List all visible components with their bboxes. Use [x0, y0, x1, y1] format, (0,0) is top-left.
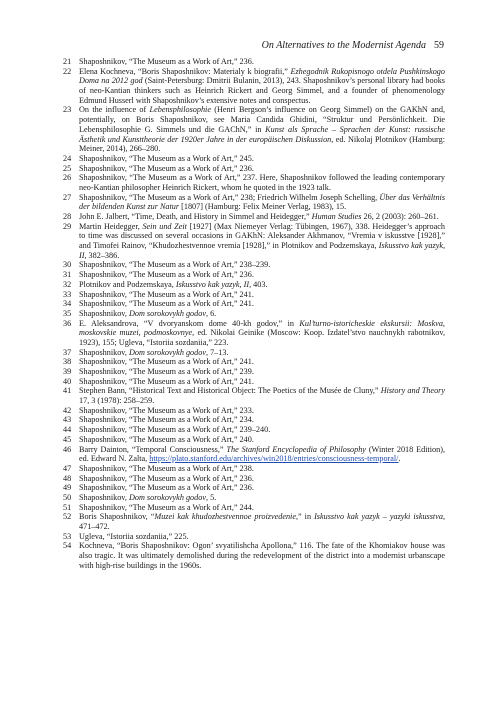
endnote-number: 32: [63, 279, 72, 289]
note-text-run: Shaposhnikov,: [79, 308, 129, 318]
note-text-run: Shaposhnikov,: [79, 492, 129, 502]
endnote-29: [63, 222, 445, 261]
note-text-run: Shaposhnikov, “The Museum as a Work of Art,” 244.: [79, 502, 254, 512]
endnote-33: [63, 290, 445, 300]
endnote-21: [63, 57, 445, 67]
note-text-run: , 5.: [205, 492, 217, 502]
endnote-number: 38: [63, 357, 72, 367]
italic-title: Über das Verhältnis der bildenden Kunst zur Natur: [79, 192, 446, 212]
note-text-run: Shaposhnikov, “The Museum as a Work of Art,” 236.: [79, 163, 254, 173]
running-head: [262, 40, 444, 52]
endnote-47: [63, 464, 445, 474]
endnote-45: [63, 435, 445, 445]
endnote-52: [63, 512, 445, 531]
note-text-run: , ed. Nikolai Geinike (Moscow: Koop. Izdatel’stvo nauchnykh rabotnikov, 1923), 155; Ugleva, “Istoriia sozdaniia,” 223.: [79, 328, 445, 347]
endnote-54: [63, 541, 445, 570]
endnote-43: [63, 415, 445, 425]
endnote-24: [63, 154, 445, 164]
note-text-run: Shaposhnikov, “The Museum as a Work of Art,” 237. Here, Shaposhnikov followed the leading contemporary neo-Kantian philosopher Heinrich Rickert, whom he quoted in the 1923 talk.: [79, 173, 445, 192]
note-text-run: ,” in: [295, 512, 315, 522]
italic-title: Dom sorokovykh godov: [128, 492, 206, 502]
endnote-text: [79, 290, 445, 300]
endnote-text: [79, 532, 445, 542]
endnote-text: [79, 164, 445, 174]
note-text-run: Shaposhnikov, “The Museum as a Work of Art,” 236.: [79, 473, 254, 483]
note-text-run: (Henri Bergson’s influence on Georg Simmel) on the GAKhN and, potentially, on Boris Shaposhnikov, see Maria Candida Ghidini, “Struktur und Persönlichkeit. Die Lebensphilosophie G. Simmels und die GAChN,” in: [79, 105, 445, 134]
endnote-number: 45: [63, 434, 72, 444]
note-text-run: [1927] (Max Niemeyer Verlag: Tübingen, 1967), 338. Heidegger’s approach to time was discussed on several occasions in GAKhN: Aleksander Akhmanov, “Vremia v iskusstve [1928],” and Timofei Rainov, “Khudozhestvennoe vremia [1928],” in Plotnikov and Podzemskaya,: [79, 221, 445, 251]
note-text-run: 17, 3 (1978): 258–259.: [79, 396, 155, 406]
endnotes-list: [63, 57, 445, 570]
italic-title: Lebensphilosophie: [149, 105, 211, 115]
endnote-number: 31: [63, 270, 72, 280]
endnote-53: [63, 532, 445, 542]
italic-title: The Stanford Encyclopedia of Philosophy: [226, 444, 366, 454]
endnote-number: 24: [63, 153, 72, 163]
endnote-34: [63, 299, 445, 309]
note-text-run: Shaposhnikov, “The Museum as a Work of Art,” 241.: [79, 289, 254, 299]
note-text-run: , 7–13.: [205, 347, 229, 357]
note-text-run: Boris Shaposhnikov, “: [79, 512, 155, 522]
endnote-text: [79, 260, 445, 270]
endnote-number: 28: [63, 212, 72, 221]
page-number: 59: [434, 40, 444, 51]
endnote-39: [63, 367, 445, 377]
italic-title: Dom sorokovykh godov: [128, 308, 206, 318]
italic-title: Iskusstvo kak yazyk, II: [175, 279, 250, 289]
endnote-text: [79, 67, 445, 106]
note-text-run: Shaposhnikov, “The Museum as a Work of Art,” 238–239.: [79, 260, 271, 270]
note-text-run: E. Aleksandrova, “V dvoryanskom dome 40-kh godov,” in: [79, 318, 300, 328]
endnote-number: 30: [63, 260, 72, 270]
note-text-run: Shaposhnikov, “The Museum as a Work of Art,” 238.: [79, 463, 254, 473]
note-text-run: .: [398, 454, 401, 464]
italic-title: Iskusstvo kak yazyk – yazyki iskusstva: [314, 512, 443, 522]
endnote-41: [63, 386, 445, 405]
endnote-text: [79, 474, 445, 484]
endnote-text: [79, 270, 445, 280]
endnote-text: [79, 154, 445, 164]
endnote-37: [63, 348, 445, 358]
note-text-run: , 403.: [249, 279, 268, 289]
endnote-number: 51: [63, 502, 72, 512]
italic-title: Ezhegodnik Rukopisnogo otdela Pushkinskogo Doma na 2012 god: [79, 66, 445, 86]
endnote-32: [63, 280, 445, 290]
endnote-text: [79, 503, 445, 513]
endnote-text: [79, 415, 445, 425]
note-text-run: Martin Heidegger,: [79, 221, 143, 231]
endnote-23: [63, 105, 445, 153]
note-text-run: Shaposhnikov, “The Museum as a Work of Art,” 241.: [79, 357, 254, 367]
endnote-number: 23: [63, 105, 72, 115]
endnote-text: [79, 212, 445, 222]
endnote-number: 29: [63, 221, 72, 231]
note-text-run: Ugleva, “Istoriia sozdaniia,” 225.: [79, 531, 189, 541]
italic-title: Sein und Zeit: [142, 221, 187, 231]
note-text-run: Shaposhnikov, “The Museum as a Work of Art,” 239–240.: [79, 425, 271, 435]
endnote-text: [79, 367, 445, 377]
endnote-number: 35: [63, 308, 72, 318]
note-text-run: , 382–386.: [84, 250, 120, 260]
endnote-number: 50: [63, 492, 72, 502]
endnote-text: [79, 464, 445, 474]
endnote-number: 49: [63, 483, 72, 493]
endnote-number: 39: [63, 367, 72, 376]
note-text-run: Elena Kochneva, “Boris Shaposhnikov: Materialy k biografii,”: [79, 66, 291, 76]
endnote-42: [63, 406, 445, 416]
note-text-run: Shaposhnikov, “The Museum as a Work of Art,” 236.: [79, 270, 254, 280]
note-text-run: On the influence of: [79, 105, 150, 115]
note-text-run: (Saint-Petersburg: Dmitrii Bulanin, 2013), 243. Shaposhnikov’s personal library had books of neo-Kantian thinkers such as Heinrich Rickert and Georg Simmel, and a founder of phenomenology Edmund Husserl with Shaposhnikov’s extensive notes and conspectus.: [79, 76, 445, 105]
endnote-22: [63, 67, 445, 106]
endnote-text: [79, 222, 445, 261]
endnote-text: [79, 483, 445, 493]
note-text-run: 26, 2 (2003): 260–261.: [361, 212, 439, 221]
note-text-run: Shaposhnikov, “The Museum as a Work of Art,” 233.: [79, 405, 254, 415]
endnote-28: [63, 212, 445, 222]
italic-title: Kul’turno-istoricheskie ekskursii: Moskva, moskovskie muzei, podmoskovnye: [79, 318, 445, 338]
endnote-26: [63, 173, 445, 192]
endnote-number: 43: [63, 415, 72, 425]
endnote-text: [79, 319, 445, 348]
endnote-number: 36: [63, 318, 72, 328]
endnote-text: [79, 280, 445, 290]
note-text-run: Shaposhnikov, “The Museum as a Work of Art,” 239.: [79, 367, 254, 376]
endnote-50: [63, 493, 445, 503]
endnote-text: [79, 435, 445, 445]
endnote-number: 33: [63, 289, 72, 299]
endnote-number: 22: [63, 66, 72, 76]
endnote-49: [63, 483, 445, 493]
endnote-35: [63, 309, 445, 319]
note-text-run: Barry Dainton, “Temporal Consciousness,”: [79, 444, 227, 454]
endnote-number: 44: [63, 425, 72, 435]
endnote-38: [63, 357, 445, 367]
note-text-run: (Winter 2018 Edition), ed. Edward N. Zalta,: [79, 444, 445, 464]
endnote-48: [63, 474, 445, 484]
note-text-run: Kochneva, “Boris Shaposhnikov: Ogon’ svyatilishcha Apollona,” 116. The fate of the Khomiakov house was also tragic. It was ultimately demolished during the redevelopment of the district into a modernist urbanscape with high-rise buildings in the 1960s.: [79, 541, 445, 570]
note-text-run: Shaposhnikov, “The Museum as a Work of Art,” 240.: [79, 434, 254, 444]
endnote-text: [79, 445, 445, 464]
note-text-run: Shaposhnikov, “The Museum as a Work of Art,” 241.: [79, 299, 254, 309]
endnote-text: [79, 57, 445, 67]
note-text-run: Shaposhnikov, “The Museum as a Work of Art,” 236.: [79, 483, 254, 493]
note-text-run: , ed. Nikolaj Plotnikov (Hamburg: Meiner, 2014), 266–280.: [79, 134, 445, 154]
endnote-text: [79, 512, 445, 531]
endnote-number: 27: [63, 192, 72, 202]
italic-title: Muzei kak khudozhestvennoe proizvedenie: [154, 512, 296, 522]
note-text-run: Shaposhnikov,: [79, 347, 129, 357]
endnote-number: 34: [63, 299, 72, 309]
endnote-31: [63, 270, 445, 280]
endnote-number: 48: [63, 473, 72, 483]
note-text-run: Shaposhnikov, “The Museum as a Work of Art,” 234.: [79, 415, 254, 425]
endnote-30: [63, 260, 445, 270]
endnote-number: 54: [63, 541, 72, 551]
endnote-text: [79, 105, 445, 153]
italic-title: Human Studies: [311, 212, 362, 221]
endnote-number: 26: [63, 173, 72, 183]
note-text-run: Shaposhnikov, “The Museum as a Work of Art,” 238; Friedrich Wilhelm Joseph Schelling,: [79, 192, 380, 202]
note-text-run: Shaposhnikov, “The Museum as a Work of Art,” 241.: [79, 376, 254, 386]
note-text-run: Shaposhnikov, “The Museum as a Work of Art,” 245.: [79, 153, 254, 163]
note-text-run: Plotnikov and Podzemskaya,: [79, 279, 176, 289]
endnote-text: [79, 309, 445, 319]
endnote-text: [79, 377, 445, 387]
italic-title: Kunst als Sprache – Sprachen der Kunst: russische Ästhetik und Kunsttheorie der 1920er Jahre in der europäischen Diskussion: [79, 124, 445, 144]
endnote-text: [79, 406, 445, 416]
endnote-number: 37: [63, 347, 72, 357]
endnote-text: [79, 425, 445, 435]
endnote-44: [63, 425, 445, 435]
note-text-run: , 6.: [205, 308, 217, 318]
endnote-number: 42: [63, 405, 72, 415]
citation-link[interactable]: https://plato.stanford.edu/archives/win2018/entries/consciousness-temporal/: [149, 454, 399, 464]
endnote-number: 52: [63, 512, 72, 522]
note-text-run: Shaposhnikov, “The Museum as a Work of Art,” 236.: [79, 57, 254, 66]
note-text-run: , 471–472.: [79, 512, 445, 531]
endnote-text: [79, 193, 445, 212]
endnote-27: [63, 193, 445, 212]
endnote-text: [79, 348, 445, 358]
endnote-number: 21: [63, 57, 72, 66]
endnote-text: [79, 386, 445, 405]
endnote-text: [79, 299, 445, 309]
running-title: On Alternatives to the Modernist Agenda: [261, 40, 426, 51]
endnote-40: [63, 377, 445, 387]
endnote-number: 46: [63, 444, 72, 454]
endnote-number: 40: [63, 376, 72, 386]
endnote-51: [63, 503, 445, 513]
endnote-text: [79, 493, 445, 503]
endnote-text: [79, 357, 445, 367]
endnote-number: 47: [63, 463, 72, 473]
note-text-run: Stephen Bann, “Historical Text and Historical Object: The Poetics of the Musée de Cluny,”: [79, 386, 381, 396]
note-text-run: [1807] (Hamburg: Felix Meiner Verlag, 1983), 15.: [179, 202, 347, 212]
endnote-text: [79, 173, 445, 192]
endnote-number: 41: [63, 386, 72, 396]
endnote-46: [63, 445, 445, 464]
endnote-number: 53: [63, 531, 72, 541]
endnote-25: [63, 164, 445, 174]
note-text-run: John E. Jalbert, “Time, Death, and History in Simmel and Heidegger,”: [79, 212, 312, 221]
italic-title: Dom sorokovykh godov: [128, 347, 206, 357]
italic-title: History and Theory: [380, 386, 445, 396]
endnote-number: 25: [63, 163, 72, 173]
italic-title: Iskusstvo kak yazyk, II: [79, 241, 446, 260]
endnote-text: [79, 541, 445, 570]
endnote-36: [63, 319, 445, 348]
